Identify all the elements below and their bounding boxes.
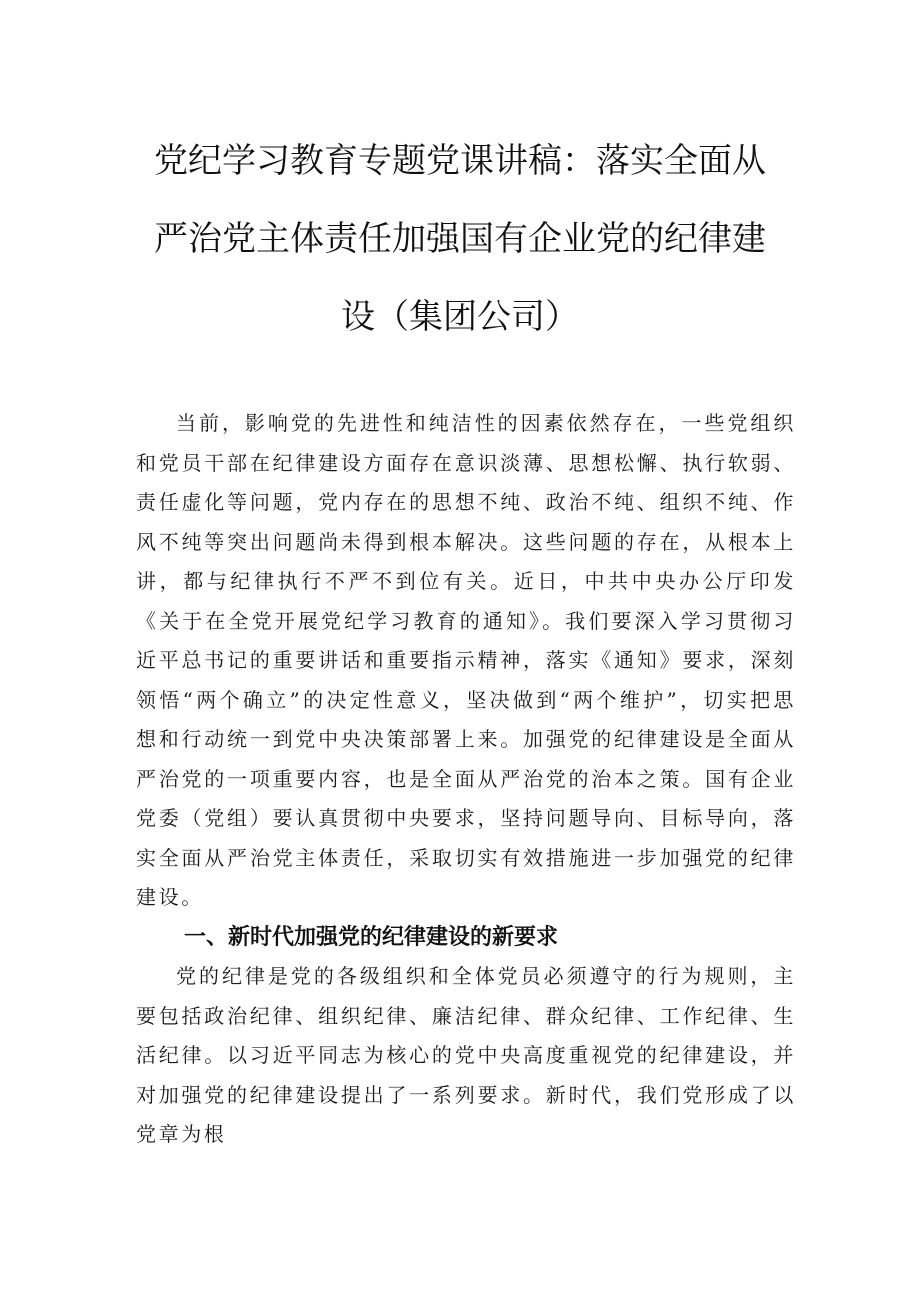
document-body bbox=[136, 404, 796, 1155]
document-title bbox=[150, 122, 770, 356]
title-line: 设（集团公司） bbox=[341, 297, 579, 337]
title-line: 严治党主体责任加强国有企业党的纪律建 bbox=[154, 219, 766, 259]
title-line: 党纪学习教育专题党课讲稿：落实全面从 bbox=[154, 141, 766, 181]
intro-paragraph: 当前，影响党的先进性和纯洁性的因素依然存在，一些党组织和党员干部在纪律建设方面存在意识淡薄、思想松懈、执行软弱、责任虚化等问题，党内存在的思想不纯、政治不纯、组织不纯、作风不纯等突出问题尚未得到根本解决。这些问题的存在，从根本上讲，都与纪律执行不严不到位有关。近日，中共中央办公厅印发《关于在全党开展党纪学习教育的通知》。我们要深入学习贯彻习近平总书记的重要讲话和重要指示精神，落实《通知》要求，深刻领悟“两个确立”的决定性意义，坚决做到“两个维护”，切实把思想和行动统一到党中央决策部署上来。加强党的纪律建设是全面从严治党的一项重要内容，也是全面从严治党的治本之策。国有企业党委（党组）要认真贯彻中央要求，坚持问题导向、目标导向，落实全面从严治党主体责任，采取切实有效措施进一步加强党的纪律建设。 bbox=[136, 411, 796, 909]
section-paragraph: 党的纪律是党的各级组织和全体党员必须遵守的行为规则，主要包括政治纪律、组织纪律、廉洁纪律、群众纪律、工作纪律、生活纪律。以习近平同志为核心的党中央高度重视党的纪律建设，并对加强党的纪律建设提出了一系列要求。新时代，我们党形成了以党章为根 bbox=[136, 964, 796, 1146]
section-heading: 一、新时代加强党的纪律建设的新要求 bbox=[184, 924, 559, 950]
